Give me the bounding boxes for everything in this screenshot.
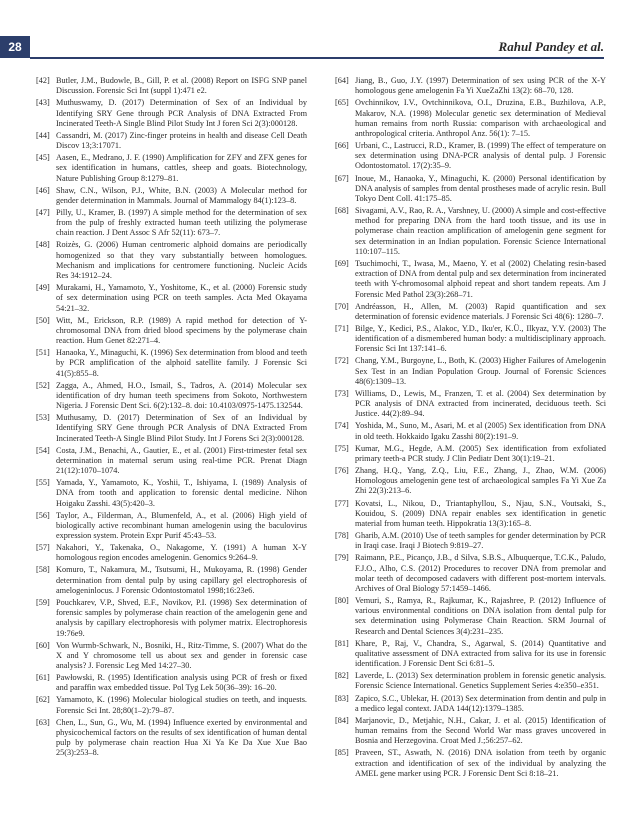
- reference-text: Kovatsi, L., Nikou, D., Triantaphyllou, S., Njau, S.N., Voutsaki, S., Kouidou, S. (2009) DNA repair enables sex identification in genetic material from human teeth. Hippokratia 13(3):165–8.: [355, 498, 606, 528]
- reference-entry: [36, 565, 307, 596]
- reference-text: Komuro, T., Nakamura, M., Tsutsumi, H., Mukoyama, R. (1998) Gender determination from dental pulp by using capillary gel electrophoresis of amelogeninlocus. J Forensic Odontostomatol 1998;16:23e6.: [56, 565, 307, 595]
- reference-entry: [335, 324, 606, 355]
- reference-entry: [36, 673, 307, 693]
- reference-text: Williams, D., Lewis, M., Franzen, T. et al. (2004) Sex determination by PCR analysis of DNA extracted from incinerated, deciduous teeth. Sci Justice. 44(2):89–94.: [355, 388, 606, 419]
- header-rule: [30, 57, 604, 59]
- reference-entry: [36, 598, 307, 639]
- reference-text: Jiang, B., Guo, J.Y. (1997) Determination of sex using PCR of the X-Y homologous gene amelogenin Fa Yi XueZaZhi 13(2): 68–70, 128.: [355, 76, 606, 96]
- reference-entry: [335, 671, 606, 691]
- reference-number: [70]: [335, 301, 349, 311]
- reference-number: [56]: [36, 510, 50, 520]
- reference-entry: [335, 259, 606, 300]
- reference-number: [58]: [36, 565, 50, 575]
- reference-entry: [335, 499, 606, 530]
- reference-number: [53]: [36, 413, 50, 423]
- reference-entry: [335, 716, 606, 747]
- reference-text: Chang, Y.M., Burgoyne, L., Both, K. (2003) Higher Failures of Amelogenin Sex Test in an Indian Population Group. Journal of Forensic Sciences 48(6):1309–13.: [355, 356, 606, 386]
- reference-text: Zapico, S.C., Ublekar, H. (2013) Sex determination from dentin and pulp in a medico legal context. JADA 144(12):1379–1385.: [355, 693, 606, 713]
- reference-entry: [335, 421, 606, 441]
- reference-text: Tsuchimochi, T., Iwasa, M., Maeno, Y. et al (2002) Chelating resin-based extraction of DNA from dental pulp and sex determination from incinerated teeth with Y-chromosomal alphoid repeat and short tandem repeats. Am J Forensic Med Pathol 23(3):268–71.: [355, 258, 606, 299]
- reference-number: [85]: [335, 748, 349, 758]
- reference-entry: [36, 153, 307, 184]
- reference-text: Pilly, U., Kramer, B. (1997) A simple method for the determination of sex from the pulp of freshly extracted human teeth utilizing the polymerase chain reaction. J Dent Assoc S Afr 52(11): 673–7.: [56, 207, 307, 238]
- reference-entry: [335, 694, 606, 714]
- reference-number: [59]: [36, 597, 50, 607]
- reference-text: Bilge, Y., Kedici, P.S., Alakoc, Y.D., Iku'er, K.Ü., Ilkyaz, Y.Y. (2003) The identification of a dismembered human body: a multidisciplinary approach. Forensic Sci Int 137:141–6.: [355, 323, 606, 354]
- reference-number: [55]: [36, 478, 50, 488]
- reference-text: Urbani, C., Lastrucci, R.D., Kramer, B. (1999) The effect of temperature on sex determination using DNA-PCR analysis of dental pulp. J Forensic Odontostomatol. 17(2):35–9.: [355, 141, 606, 171]
- reference-number: [57]: [36, 543, 50, 553]
- reference-entry: [36, 316, 307, 347]
- reference-entry: [36, 695, 307, 715]
- reference-number: [42]: [36, 76, 50, 85]
- reference-text: Raimann, P.E., Picanço, J.B., d Silva, S.B.S., Albuquerque, T.C.K., Paludo, F.J.O., Alho, C.S. (2012) Procedures to recover DNA from premolar and molar teeth of decomposed cadavers with different post-mortem intervals. Archives of Oral Biology 57:1459–1466.: [355, 553, 606, 593]
- reference-entry: [335, 639, 606, 670]
- reference-text: Zhang, H.Q., Yang, Z.Q., Liu, F.E., Zhang, J., Zhao, W.M. (2006) Homologous amelogenin gene test of archaeological samples Fa Yi Xue Za Zhi 22(3):213–6.: [355, 466, 606, 496]
- reference-entry: [335, 356, 606, 387]
- reference-entry: [335, 389, 606, 420]
- reference-entry: [36, 446, 307, 477]
- reference-text: Inoue, M., Hanaoka, Y., Minaguchi, K. (2000) Personal identification by DNA analysis of samples from dental prostheses made of acrylic resin. Bull Tokyo Dent Coll. 41:175–85.: [355, 173, 606, 203]
- reference-text: Butler, J.M., Budowle, B., Gill, P. et al. (2008) Report on ISFG SNP panel Discussion. Forensic Sci Int (suppl 1):471 e2.: [56, 76, 307, 96]
- reference-number: [75]: [335, 443, 349, 453]
- reference-number: [78]: [335, 531, 349, 540]
- reference-number: [71]: [335, 323, 349, 333]
- reference-number: [82]: [335, 671, 349, 681]
- reference-text: Yamada, Y., Yamamoto, K., Yoshii, T., Ishiyama, I. (1989) Analysis of DNA from tooth and application to forensic dental medicine. Nihon Hoigaku Zasshi. 43(5):420–3.: [56, 478, 307, 508]
- reference-text: Khare, P., Raj, V., Chandra, S., Agarwal, S. (2014) Quantitative and qualitative assessment of DNA extracted from saliva for its use in forensic identification. J Forensic Dent Sci 6:81–5.: [355, 638, 606, 669]
- reference-number: [84]: [335, 715, 349, 725]
- reference-number: [60]: [36, 640, 50, 650]
- reference-entry: [36, 76, 307, 96]
- reference-text: Laverde, L. (2013) Sex determination problem in forensic genetic analysis. Forensic Science International. Genetics Supplement Series 4:e350–e351.: [355, 671, 606, 691]
- reference-text: Aasen, E., Medrano, J. F. (1990) Amplification for ZFY and ZFX genes for sex identification in humans, cattles, sheep and goats. Biotechnology, Nature Publishing Group 8:1279–81.: [56, 153, 307, 183]
- reference-number: [77]: [335, 498, 349, 508]
- reference-entry: [335, 553, 606, 594]
- reference-entry: [36, 98, 307, 129]
- references-left-column: [36, 76, 307, 796]
- reference-entry: [36, 240, 307, 281]
- reference-number: [69]: [335, 258, 349, 268]
- references-right-column: [335, 76, 606, 796]
- reference-entry: [335, 596, 606, 637]
- reference-number: [63]: [36, 717, 50, 727]
- reference-entry: [36, 641, 307, 672]
- reference-number: [65]: [335, 98, 349, 108]
- reference-text: Pawłowski, R. (1995) Identification analysis using PCR of fresh or fixed and paraffin wax embedded tissue. Pol Tyg Lek 50(36–39): 16–20.: [56, 673, 307, 693]
- page-header: [0, 36, 638, 58]
- reference-entry: [36, 208, 307, 239]
- reference-entry: [335, 466, 606, 497]
- reference-number: [45]: [36, 153, 50, 163]
- reference-entry: [335, 76, 606, 96]
- reference-number: [48]: [36, 240, 50, 250]
- reference-text: Hanaoka, Y., Minaguchi, K. (1996) Sex determination from blood and teeth by PCR amplification of the alphoid satellite family. J Forensic Sci 41(5):855–8.: [56, 348, 307, 378]
- reference-number: [72]: [335, 356, 349, 366]
- reference-entry: [36, 186, 307, 206]
- reference-number: [73]: [335, 388, 349, 398]
- reference-number: [81]: [335, 638, 349, 648]
- reference-number: [61]: [36, 673, 50, 683]
- reference-number: [80]: [335, 596, 349, 605]
- reference-number: [54]: [36, 445, 50, 455]
- reference-text: Costa, J.M., Benachi, A., Gautier, E., et al. (2001) First-trimester fetal sex determination in maternal serum using real-time PCR. Prenat Diagn 21(12):1070–1074.: [56, 445, 307, 475]
- reference-number: [83]: [335, 693, 349, 703]
- reference-text: Cassandri, M. (2017) Zinc-finger proteins in health and disease Cell Death Discov 13;3:17071.: [56, 130, 307, 150]
- reference-text: Yamamoto, K. (1996) Molecular biological studies on teeth, and inquests. Forensic Sci Int. 28;80(1–2):79–87.: [56, 695, 307, 715]
- reference-number: [43]: [36, 98, 50, 108]
- reference-text: Sivagami, A.V., Rao, R. A., Varshney, U. (2000) A simple and cost-effective method for preparing DNA from the hard tooth tissue, and its use in polymerase chain reaction amplification of amelogenin gene segment for sex determination in an Indian population. Forensic Science International 110:107–115.: [355, 206, 606, 256]
- reference-text: Pouchkarev, V.P., Shved, E.F., Novikov, P.I. (1998) Sex determination of forensic samples by polymerase chain reaction of the amelogenin gene and analysis by capillary electrophoresis with polymer matrix. Electrophoresis 19:76e9.: [56, 597, 307, 638]
- reference-number: [50]: [36, 315, 50, 325]
- reference-text: Roizès, G. (2006) Human centromeric alphoid domains are periodically homogenized so that they vary substantially between homologues. Mechanism and implications for centromere functioning. Nucleic Acids Res 34:1912–24.: [56, 240, 307, 280]
- reference-text: Praveen, ST., Aswath, N. (2016) DNA isolation from teeth by organic extraction and identification of sex of the individual by analyzing the AMEL gene marker using PCR. J Forensic Dent Sci 8:18–21.: [355, 748, 606, 778]
- reference-text: Murakami, H., Yamamoto, Y., Yoshitome, K., et al. (2000) Forensic study of sex determination using PCR on teeth samples. Acta Med Okayama 54:21–32.: [56, 283, 307, 313]
- reference-text: Ovchinnikov, I.V., Ovtchinnikova, O.I., Druzina, E.B., Buzhilova, A.P., Makarov, N.A. (1998) Molecular genetic sex determination of Medieval human remains from north Russia: comparison with archaeological and anthropological criteria. Anthropol Anz. 56(1): 7–15.: [355, 98, 606, 138]
- reference-number: [79]: [335, 553, 349, 563]
- reference-number: [44]: [36, 130, 50, 140]
- reference-text: Muthuswamy, D. (2017) Determination of Sex of an Individual by Identifying SRY Gene through PCR Analysis of DNA Extracted From Incinerated Teeth-A Single Blind Pilot Study Int J foren Sci 2(3):000128.: [56, 98, 307, 128]
- reference-entry: [335, 748, 606, 779]
- reference-entry: [36, 283, 307, 314]
- reference-number: [51]: [36, 348, 50, 358]
- reference-text: Marjanovic, D., Metjahic, N.H., Cakar, J. et al. (2015) Identification of human remains from the Second World War mass graves uncovered in Bosnia and Herzegovina. Croat Med J.;56:257–62.: [355, 715, 606, 746]
- reference-text: Andréasson, H., Allen, M. (2003) Rapid quantification and sex determination of forensic evidence materials. J Forensic Sci 48(6): 1280–7.: [355, 301, 606, 321]
- reference-entry: [335, 206, 606, 257]
- references-body: [36, 76, 606, 796]
- reference-text: Taylor, A., Filderman, A., Blumenfeld, A., et al. (2006) High yield of biologically active recombinant human amelogenin using the baculovirus expression system. Protein Expr Purif 45:43–53.: [56, 510, 307, 540]
- reference-entry: [36, 511, 307, 542]
- reference-number: [47]: [36, 207, 50, 217]
- reference-number: [76]: [335, 466, 349, 475]
- reference-number: [62]: [36, 695, 50, 705]
- reference-entry: [36, 718, 307, 759]
- reference-entry: [335, 444, 606, 464]
- reference-text: Gharib, A.M. (2010) Use of teeth samples for gender determination by PCR in Iraqi case. Iraqi J Biotech 9:819–27.: [355, 531, 606, 551]
- reference-entry: [335, 141, 606, 172]
- reference-entry: [36, 348, 307, 379]
- reference-number: [66]: [335, 141, 349, 150]
- reference-number: [46]: [36, 185, 50, 195]
- reference-text: Zagga, A., Ahmed, H.O., Ismail, S., Tadros, A. (2014) Molecular sex identification of dry human teeth specimens from Sokoto, Northwestern Nigeria. J Forensic Dent Sci. 6(2):132–8. doi: 10.4103/0975-1475.132544.: [56, 380, 307, 410]
- reference-text: Kumar, M.G., Hegde, A.M. (2005) Sex identification from exfoliated primary teeth-a PCR study. J Clin Pediatr Dent 30(1):19–21.: [355, 443, 606, 463]
- reference-number: [64]: [335, 76, 349, 85]
- running-head: Rahul Pandey et al.: [498, 39, 604, 54]
- reference-text: Von Wurmb-Schwark, N., Bosniki, H., Ritz-Timme, S. (2007) What do the X and Y chromosome tell us about sex and gender in forensic case analysis? J. Forensic Leg Med 14:27–30.: [56, 640, 307, 670]
- page-number: 28: [0, 36, 30, 58]
- reference-entry: [335, 98, 606, 139]
- reference-text: Yoshida, M., Suno, M., Asari, M. et al (2005) Sex identification from DNA in old teeth. Hokkaido Igaku Zasshi 80(2):191–9.: [355, 421, 606, 441]
- reference-text: Chen, L., Sun, G., Wu, M. (1994) Influence exerted by environmental and physicochemical factors on the results of sex identification of human dental pulp by polymerase chain reaction Hua Xi Ya Ke Da Xue Xue Bao 25(3):253–8.: [56, 717, 307, 758]
- reference-text: Shaw, C.N., Wilson, P.J., White, B.N. (2003) A Molecular method for gender determination in Mammals. Journal of Mammalogy 84(1):123–8.: [56, 185, 307, 205]
- reference-text: Nakahori, Y., Takenaka, O., Nakagome, Y. (1991) A human X-Y homologous region encodes amelogenin. Genomics 9:264–9.: [56, 543, 307, 563]
- reference-number: [52]: [36, 380, 50, 390]
- reference-entry: [36, 478, 307, 509]
- reference-entry: [335, 302, 606, 322]
- reference-text: Vemuri, S., Ramya, R., Rajkumar, K., Rajashree, P. (2012) Influence of various environmental conditions on DNA isolation from dental pulp for sex determination using Polymerase Chain Reaction. SRM Journal of Research and Dental Sciences 3(4):231–235.: [355, 596, 606, 636]
- reference-entry: [335, 531, 606, 551]
- reference-number: [68]: [335, 206, 349, 215]
- reference-entry: [36, 381, 307, 412]
- reference-number: [49]: [36, 283, 50, 293]
- reference-entry: [36, 131, 307, 151]
- reference-entry: [335, 174, 606, 205]
- reference-entry: [36, 543, 307, 563]
- reference-number: [74]: [335, 421, 349, 431]
- reference-text: Witt, M., Erickson, R.P. (1989) A rapid method for detection of Y-chromosomal DNA from dried blood specimens by the polymerase chain reaction. Hum Genet 82:271–4.: [56, 315, 307, 345]
- reference-entry: [36, 413, 307, 444]
- reference-text: Muthusamy, D. (2017) Determination of Sex of an Individual by Identifying SRY Gene through PCR Analysis of DNA Extracted From Incinerated Teeth-A Single Blind Pilot Study. Int J Forens Sci 2(3):000128.: [56, 413, 307, 443]
- reference-number: [67]: [335, 173, 349, 183]
